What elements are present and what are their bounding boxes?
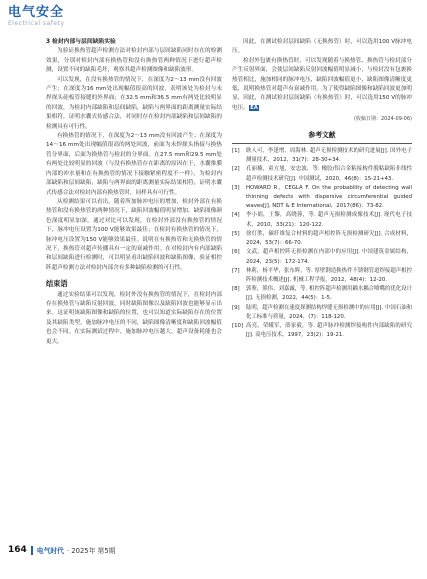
paragraph: 为验证换热管超声检测方法对检封内部与层间缺陷同时存在的检测效果，分别对检封内部有换热管和没有换热管两种情况下进行超声检测，设置不同的缺陷毛坯，观察其超声检测图像和缺陷波形。 — [46, 48, 222, 74]
reference-number: [10] — [232, 322, 244, 329]
paragraph: 通过实验结果可以发现，检封外没有换热管的情况下，在检封内部存在换热管与缺陷反射回波，同时缺陷图像以及缺陷回波也能够显示出来。这证明该缺陷图像和缺陷的位置，也可以知道实际缺陷存在的位置及其缺陷类型。施加脉冲电压的不同，缺陷图像清晰度和缺陷回波幅值也会不同。在实际测试过程中，施加脉冲电压越大，超声设备耗能也会更大。 — [46, 291, 222, 345]
reference-item — [232, 248, 412, 266]
reference-text: 徐灯胜，碳纤维复合材料的超声相控阵无损检测研究[J]. 合成材料，2024，53(7)：66-70. — [246, 230, 412, 247]
subsection-heading: 3 检封内部与层间缺陷实验 — [46, 39, 116, 45]
paragraph: 有换热管的情况下，在深度为2～13 mm没有回波产生；在深度为14～16 mm处出现幅值很高的两处回波，前面为未焊探头指接与换热管分界面，后面为换热管与检封的分界面。在27.5 mm和29.5 mm处有两处比较明显的回波（与没有换热管存在距离的原因在于，水囊推膜内部的冲水量和在有换热管的情况下接触紧密程度不一样），为检封内部缺陷和层间缺陷，缺陷与两界面的距离测量实际结果相符，证明水囊式传感合法对检封内部有换热管时，同样具有可行性。 — [46, 133, 222, 196]
section-title: 电气安全 — [8, 5, 65, 20]
reference-text: 李小娟，王黎，高晓蓉，等. 超声无损检测成像技术[J]. 现代电子技术，2010，33(21)：120-122. — [246, 212, 412, 228]
footer-divider — [31, 546, 33, 555]
paragraph: 检封外包裹有换热管时，可以发现随着与换热管、换热管与检封部分产生反射界面，会使层间缺陷反射回波幅值明显减小，与检封没有包裹换热管相比，施加相同的脉冲电压，缺陷回波幅值更小，缺陷图像清晰度更低，说明换热管对超声有衰减作用。为了使得缺陷图像和缺陷回波更加明显，因此，在测试检封层间缺陷（有换热管）时，可以选用150 V的脉冲电压。 EA — [232, 57, 412, 111]
reference-text: HOWARD R，CEGLA F. On the probability of detecting wall thinning defects with dispersive circumferential guided waves[J]. NDT & E International，2017(86)：73-82. — [246, 184, 412, 210]
reference-item — [232, 285, 412, 303]
page-header — [8, 6, 65, 27]
issue-label: · 2025年 第5期 — [66, 547, 116, 555]
reference-number: [7] — [232, 267, 240, 274]
page-number: 164 — [8, 545, 27, 555]
end-mark-icon: EA — [250, 104, 258, 111]
reference-number: [9] — [232, 304, 240, 311]
reference-list — [232, 147, 412, 340]
paragraph: 从检测结果可以看出，随着所加脉冲电压的增加，检封外部在有换热管和没有换热管的两种情况下，缺陷回波幅值明显增加，缺陷图像颜色深度明显加深，通过对比可以发现，在检封外部没有换热管的情况下，脉冲电压设置为100 V能够效果最佳；在检封有换热管的情况下，脉冲电压设置为150 V能够效果最佳。说明在有换热管和无换热管的情况下，换热管对超声传播具有一定的衰减作用。在对检封内有内部缺陷和层间缺陷进行检测时，可以明显看出缺陷回波和缺陷图像，验证相控阵超声检测方法对检封内部含有多种缺陷检测的可行性。 — [46, 198, 222, 271]
reference-item — [232, 230, 412, 248]
reference-number: [2] — [232, 166, 240, 173]
paragraph: 因此，在测试检封层间缺陷（无换热管）时，可以选用100 V脉冲电压。 — [232, 39, 412, 55]
paragraph: 可以发现，在没有换热管的情况下，在深度为2～13 mm没有回波产生；在深度为16 mm处出现幅值很高的回波，表明该处为检封与未焊探头硅板管接缝的外界面；在32.5 mm和36.5 mm有两处比较明显的回波，为检封内部缺陷和层间缺陷，缺陷与两界面的距离测量实际结果相符，证明水囊式传感合法，对同时存在检封内部缺陷和层间缺陷的检测具有可行性。 — [46, 76, 222, 130]
reference-item — [232, 267, 412, 285]
reference-item — [232, 322, 412, 340]
reference-item — [232, 165, 412, 183]
reference-item — [232, 211, 412, 229]
section-subtitle: Electrical safety — [8, 20, 65, 27]
reference-text: 孔丽楠，童方旭，安忠波，等. 橡胶/铝合金粘接构件脱粘缺陷非线性超声检测技术研究[J]. 中国测试，2020，46(8)：15-21+43. — [246, 166, 412, 182]
reference-text: 郭鉴，熊伟，刘嘉露，等. 相控阵超声检测用耦水耦合喷嘴的优化设计[J]. 无损检测，2022，44(5)：1-5. — [246, 286, 412, 302]
page-footer — [8, 545, 115, 555]
right-column — [232, 38, 412, 340]
reference-text: 高亮，荣曦军，薛家毅，等. 超声脉冲检测焊接构件内部缺陷的研究[J]. 高电压技术，1997，23(2)：19-21. — [246, 322, 412, 339]
reference-number: [5] — [232, 230, 240, 237]
divider — [232, 143, 412, 144]
reference-number: [4] — [232, 212, 240, 219]
reference-text: 陆明，超声检测在速度探测结构焊缝无损检测中的应用[J]. 中国石油和化工标准与质量，2024，(7)：118-120. — [246, 304, 412, 320]
reference-text: 耿人可，李逢增，周海林. 超声无损检测技术的研究进展[J]. 国外电子测量技术，2012，31(7)：28-30+34. — [246, 148, 412, 164]
reference-text: 文武，超声相控阵无损检测在内部中的应用[J]. 中国建筑金属结构，2024，23(5)：172-174. — [246, 249, 412, 265]
reference-number: [6] — [232, 249, 240, 256]
left-column — [46, 38, 222, 347]
reference-number: [3] — [232, 184, 240, 191]
reference-item — [232, 184, 412, 212]
conclusion-heading: 结束语 — [46, 279, 68, 289]
journal-name: 电气时代 — [36, 547, 64, 555]
received-date: (收稿日期：2024-09-06) — [354, 116, 412, 123]
references-heading: 参考文献 — [308, 130, 336, 139]
reference-item — [232, 147, 412, 165]
reference-text: 林莉，杨平华，张东辉，等. 厚壁钢造换热件不锈钢管道焊接超声相控阵检测技术概述[J]. 机械工程学报，2012，48(4)：12-20. — [246, 267, 412, 283]
reference-item — [232, 304, 412, 322]
reference-number: [1] — [232, 148, 240, 155]
reference-number: [8] — [232, 286, 240, 293]
